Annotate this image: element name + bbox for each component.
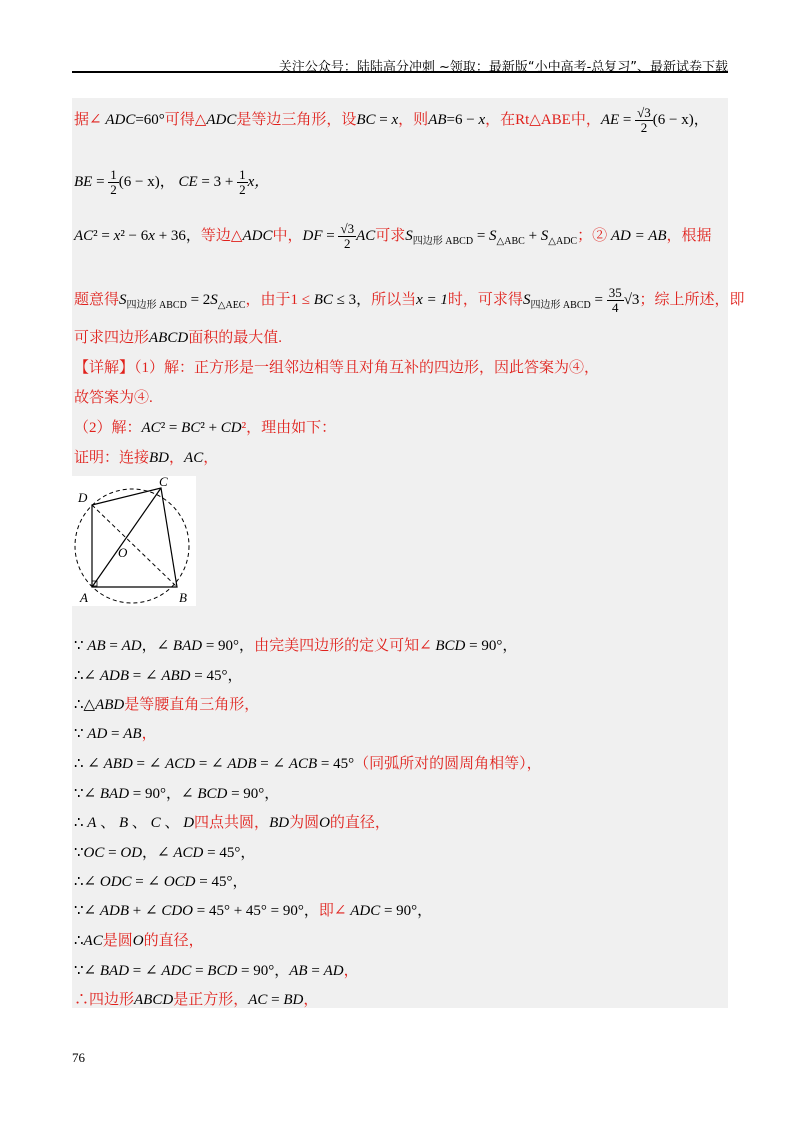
text-segment: 、 (128, 815, 151, 831)
text-segment: 可求四边形 (74, 330, 150, 346)
text-segment: ∴四边形 (74, 992, 135, 1008)
genju-text: ，根据 (666, 227, 712, 244)
text-segment: AD (121, 638, 142, 654)
text-segment: 由完美四边形的定义可知∠ (254, 638, 436, 654)
text-segment: + 36， (154, 227, 201, 244)
text-segment: AE (600, 111, 620, 128)
text-segment: = 90°， (202, 638, 255, 654)
text-segment: 面积的最大值. (188, 330, 282, 346)
text-segment: O (319, 815, 330, 831)
s-quad-sub-3: 四边形 ABCD (530, 299, 591, 311)
fraction-one-half (108, 168, 119, 197)
line-p13-text (74, 992, 318, 1008)
text-segment: O (132, 933, 144, 949)
text-segment: ² + (200, 420, 221, 436)
text-segment: 可得△ (164, 111, 207, 128)
text-segment: BC (181, 420, 201, 436)
fraction-denominator: 2 (640, 120, 648, 135)
text-segment: = 45°， (190, 668, 243, 684)
text-segment: = ∠ (131, 874, 164, 890)
text-segment: = ∠ (129, 668, 162, 684)
text-segment: BCD (197, 786, 228, 802)
text-segment: ∵ (74, 638, 88, 654)
solution-line-6 (74, 358, 599, 378)
ae-tail: (6 − x)， (652, 111, 709, 128)
l4-red-3: 所以当 (371, 291, 417, 308)
text-segment: BAD (172, 638, 203, 654)
text-segment: ∴ (74, 933, 84, 949)
text-segment: ， (303, 992, 319, 1008)
l4-eq: = 2 (186, 291, 211, 308)
text-segment: = 45° (317, 756, 355, 772)
text-segment: = (375, 111, 392, 128)
text-segment: 为圆 (289, 815, 320, 831)
line-l7-text (74, 390, 153, 406)
text-segment: C (150, 815, 161, 831)
text-segment: CDO (161, 903, 193, 919)
text-segment: ，则 (398, 111, 429, 128)
text-segment: BD (269, 815, 290, 831)
text-segment: BC (356, 111, 376, 128)
text-segment: 即∠ (318, 903, 351, 919)
diagonal-bd (92, 505, 177, 587)
s-quad-3: S (522, 291, 531, 308)
text-segment: 是正方形， (173, 992, 249, 1008)
circle-square-diagram (72, 476, 196, 606)
text-segment: 是等边三角形，设 (236, 111, 357, 128)
text-segment: 【详解】（1）解：正方形是一组邻边相等且对角互补的四边形，因此答案为④， (74, 360, 600, 376)
proof-line-4 (74, 724, 157, 744)
line-p7-text (74, 815, 390, 831)
line-l8-text (74, 420, 336, 436)
text-segment: OCD (163, 874, 196, 890)
proof-line-9 (74, 872, 247, 892)
fraction-denominator: 2 (344, 236, 351, 251)
line-p9-text (74, 874, 247, 890)
df-tail: AC (356, 227, 376, 244)
ce-pre: = 3 + (197, 173, 238, 190)
l4-red-1: 题意得 (74, 291, 120, 308)
text-segment: ADB (99, 903, 130, 919)
l4-red-4: 时，可求得 (447, 291, 523, 308)
proof-line-5 (74, 754, 542, 774)
text-segment: ABCD (134, 992, 174, 1008)
text-segment: BAD (99, 786, 130, 802)
text-segment: AC (141, 420, 161, 436)
proof-line-1 (74, 636, 517, 656)
text-segment: ADC (206, 111, 237, 128)
solution-line-9 (74, 448, 218, 468)
text-segment: =60° (135, 111, 165, 128)
l4-x: x = 1 (416, 291, 448, 308)
text-segment: = 90°， (380, 903, 433, 919)
text-segment: （同弧所对的圆周角相等）， (354, 756, 542, 772)
text-segment: ACB (288, 756, 318, 772)
s-adc: S (540, 227, 549, 244)
fraction-numerator: 1 (110, 167, 117, 182)
text-segment: ∵ (74, 845, 84, 861)
label-a: A (80, 590, 88, 605)
text-segment: ACD (173, 845, 204, 861)
line-l1-text (74, 112, 635, 128)
text-segment: ACD (165, 756, 196, 772)
proof-line-11 (74, 931, 204, 951)
line-p4-text (74, 726, 157, 742)
text-segment: x (391, 111, 399, 128)
text-segment: ADC (105, 111, 136, 128)
text-segment: D (183, 815, 195, 831)
text-segment: = (619, 111, 636, 128)
text-segment: ABD (161, 668, 191, 684)
s-quad-2: S (119, 291, 127, 308)
text-segment: ∴△ (74, 697, 96, 713)
text-segment: x (478, 111, 486, 128)
ce-label: CE (178, 173, 198, 190)
text-segment: ABD (95, 697, 125, 713)
text-segment: OD (120, 845, 143, 861)
fraction-numerator: √3 (340, 221, 355, 236)
text-segment: ， (343, 963, 359, 979)
be-tail: (6 − x)， (118, 173, 175, 190)
text-segment: AC (184, 450, 204, 466)
text-segment: 、 (96, 815, 119, 831)
text-segment: ， (203, 450, 219, 466)
text-segment: ∵∠ (74, 903, 100, 919)
text-segment: DF (302, 227, 323, 244)
text-segment: = (191, 963, 208, 979)
l4-red-2: ，由于1 ≤ (245, 291, 314, 308)
text-segment: ∴∠ (74, 668, 100, 684)
page-header: 关注公众号：陆陆高分冲刺 ~领取：最新版“小中高考-总复习”、最新试卷下载 (278, 60, 728, 75)
proof-line-3 (74, 695, 259, 715)
line-l5-text (74, 330, 282, 346)
text-segment: BCD (435, 638, 466, 654)
fraction-numerator: √3 (637, 105, 651, 120)
text-segment: BD (149, 450, 170, 466)
header-rule (72, 71, 728, 73)
text-segment: BCD (207, 963, 238, 979)
text-segment: ABCD (149, 330, 189, 346)
text-segment: = 45°， (203, 845, 256, 861)
text-segment: AB (87, 638, 106, 654)
text-segment: 四点共圆， (194, 815, 270, 831)
text-segment: AD (87, 726, 108, 742)
text-segment: ∵ (74, 726, 88, 742)
text-segment: = 90°， (227, 786, 280, 802)
s-quad: S (405, 227, 413, 244)
text-segment: = ∠ (195, 756, 228, 772)
text-segment: 据∠ (74, 111, 106, 128)
text-segment: 是等腰直角三角形， (124, 697, 260, 713)
s-adc-sub: △ADC (548, 235, 578, 247)
text-segment: ∴∠ (74, 874, 100, 890)
text-segment: + ∠ (129, 903, 162, 919)
df-red: 可求 (375, 227, 406, 244)
text-segment: = (104, 845, 121, 861)
text-segment: 故答案为④. (74, 390, 153, 406)
text-segment: ，在Rt△ABE中， (485, 111, 601, 128)
text-segment: ∴ (74, 815, 88, 831)
text-segment: 中， (272, 227, 303, 244)
text-segment: 、 (160, 815, 184, 831)
line-p2-text (74, 668, 242, 684)
text-segment: ADB (227, 756, 257, 772)
line-l6-text (74, 360, 599, 376)
text-segment: x (113, 227, 121, 244)
text-segment: x (148, 227, 155, 244)
fraction-denominator: 4 (611, 300, 619, 315)
fraction-35-over-4 (607, 286, 624, 315)
s-abc: S (489, 227, 497, 244)
page-number: 76 (72, 1050, 85, 1065)
text-segment: = (267, 992, 284, 1008)
text-segment: ADC (161, 963, 192, 979)
label-b: B (179, 590, 187, 605)
solution-line-7 (74, 388, 153, 408)
fraction-sqrt3-over-2 (635, 106, 653, 135)
l4-end: ；综上所述，即 (639, 291, 745, 308)
geometry-figure (72, 476, 196, 606)
fraction-numerator: 1 (239, 167, 246, 182)
proof-line-8 (74, 843, 255, 863)
text-segment: ， (141, 726, 157, 742)
solution-line-1 (74, 106, 709, 135)
text-segment: ² = (93, 227, 114, 244)
proof-line-13 (74, 990, 318, 1010)
text-segment: BAD (99, 963, 130, 979)
proof-line-7 (74, 813, 390, 833)
s-quad-sub-2: 四边形 ABCD (126, 299, 187, 311)
label-c: C (159, 476, 168, 489)
text-segment: ， (169, 450, 185, 466)
text-segment: =6 − (446, 111, 479, 128)
text-segment: ADC (242, 227, 273, 244)
quadrilateral-abcd (92, 488, 177, 587)
solution-line-3: AC² = x² − 6x + 36，等边△ADC中，DF = $\frac{√3}{2}$ AC可求$S_{四边形 ABCD} = S_{\triangle ABC} + S_{\triangle ADC}$；② AD = AB，根据 (74, 221, 712, 251)
text-segment: 等边△ (200, 227, 243, 244)
text-segment: ADC (350, 903, 381, 919)
be-label: BE (74, 173, 93, 190)
line-p11-text (74, 933, 204, 949)
text-segment: BD (283, 992, 304, 1008)
text-segment: AD (323, 963, 344, 979)
text-segment: = 90°，∠ (129, 786, 198, 802)
line-l9-text (74, 450, 218, 466)
proof-line-12 (74, 961, 359, 981)
label-d: D (78, 490, 88, 505)
text-segment: AB (123, 726, 142, 742)
text-segment: AB (428, 111, 447, 128)
text-segment: AC (248, 992, 268, 1008)
text-segment: A (87, 815, 97, 831)
text-segment: ²，理由如下： (241, 420, 337, 436)
solution-line-2: BE = $\frac{1}{2}$ (6 − x)， CE = 3 + $\frac{1}{2}$ x， (74, 167, 270, 197)
line-p3-text (74, 697, 259, 713)
s-abc-sub: △ABC (496, 235, 525, 247)
line-p1-text (74, 638, 517, 654)
text-segment: AC (74, 227, 94, 244)
text-segment: = (105, 638, 122, 654)
text-segment: B (118, 815, 129, 831)
proof-line-6 (74, 784, 279, 804)
text-segment: ² − 6 (120, 227, 149, 244)
text-segment: ，∠ (141, 638, 173, 654)
text-segment: 是圆 (102, 933, 133, 949)
text-segment: ADB (99, 668, 130, 684)
fraction-numerator: 35 (608, 285, 622, 300)
proof-line-2 (74, 666, 242, 686)
text-segment: = 45°， (195, 874, 248, 890)
ad-equals-ab: AD = AB (610, 227, 667, 244)
text-segment: = (307, 963, 324, 979)
s-quad-sub: 四边形 ABCD (412, 235, 474, 247)
text-segment: ² = (160, 420, 182, 436)
text-segment: ∴ ∠ (74, 756, 104, 772)
text-segment: ∵∠ (74, 963, 100, 979)
text-segment: ，∠ (142, 845, 174, 861)
text-segment: = 45° + 45° = 90°， (193, 903, 319, 919)
text-segment: = ∠ (256, 756, 289, 772)
text-segment: = 90°， (237, 963, 290, 979)
fraction-one-half-2 (237, 168, 248, 197)
text-segment: 的直径， (143, 933, 204, 949)
sqrt3: √3 (623, 291, 640, 308)
solution-line-4: 题意得$S_{四边形 ABCD} = 2S_{\triangle AEC}$，由于1 ≤ BC ≤ 3，所以当x = 1时，可求得$S_{四边形 ABCD}$ = $\frac{35}{4}$ √3；综上所述，即 (74, 285, 745, 315)
text-segment: CD (220, 420, 242, 436)
line-p8-text (74, 845, 255, 861)
line-p6-text (74, 786, 279, 802)
text-segment: = (322, 227, 339, 244)
fraction-denominator: 2 (110, 182, 117, 197)
bc-label: BC (313, 291, 333, 308)
line-l3-text (74, 228, 338, 244)
solution-line-8 (74, 418, 336, 438)
line-p12-text (74, 963, 359, 979)
s-aec: S (210, 291, 218, 308)
text-segment: 的直径， (329, 815, 390, 831)
fraction-denominator: 2 (239, 182, 246, 197)
line-p10-text (74, 903, 432, 919)
text-segment: OC (83, 845, 105, 861)
proof-line-10 (74, 901, 432, 921)
text-segment: AB (289, 963, 308, 979)
text-segment: ∵∠ (74, 786, 100, 802)
ce-x: x， (247, 173, 270, 190)
l4-b: ≤ 3， (332, 291, 372, 308)
item-2-marker: ；② (577, 227, 611, 244)
text-segment: = (107, 726, 124, 742)
text-segment: 证明：连接 (74, 450, 150, 466)
text-segment: ODC (99, 874, 132, 890)
s-aec-sub: △AEC (217, 299, 246, 311)
text-segment: = ∠ (129, 963, 162, 979)
line-p5-text (74, 756, 542, 772)
solution-line-5 (74, 328, 282, 348)
text-segment: ABD (103, 756, 133, 772)
text-segment: （2）解： (74, 420, 142, 436)
label-o: O (118, 545, 128, 560)
text-segment: = 90°， (465, 638, 518, 654)
text-segment: AC (83, 933, 103, 949)
text-segment: = ∠ (132, 756, 166, 772)
fraction-sqrt3-over-2-b (338, 222, 356, 251)
